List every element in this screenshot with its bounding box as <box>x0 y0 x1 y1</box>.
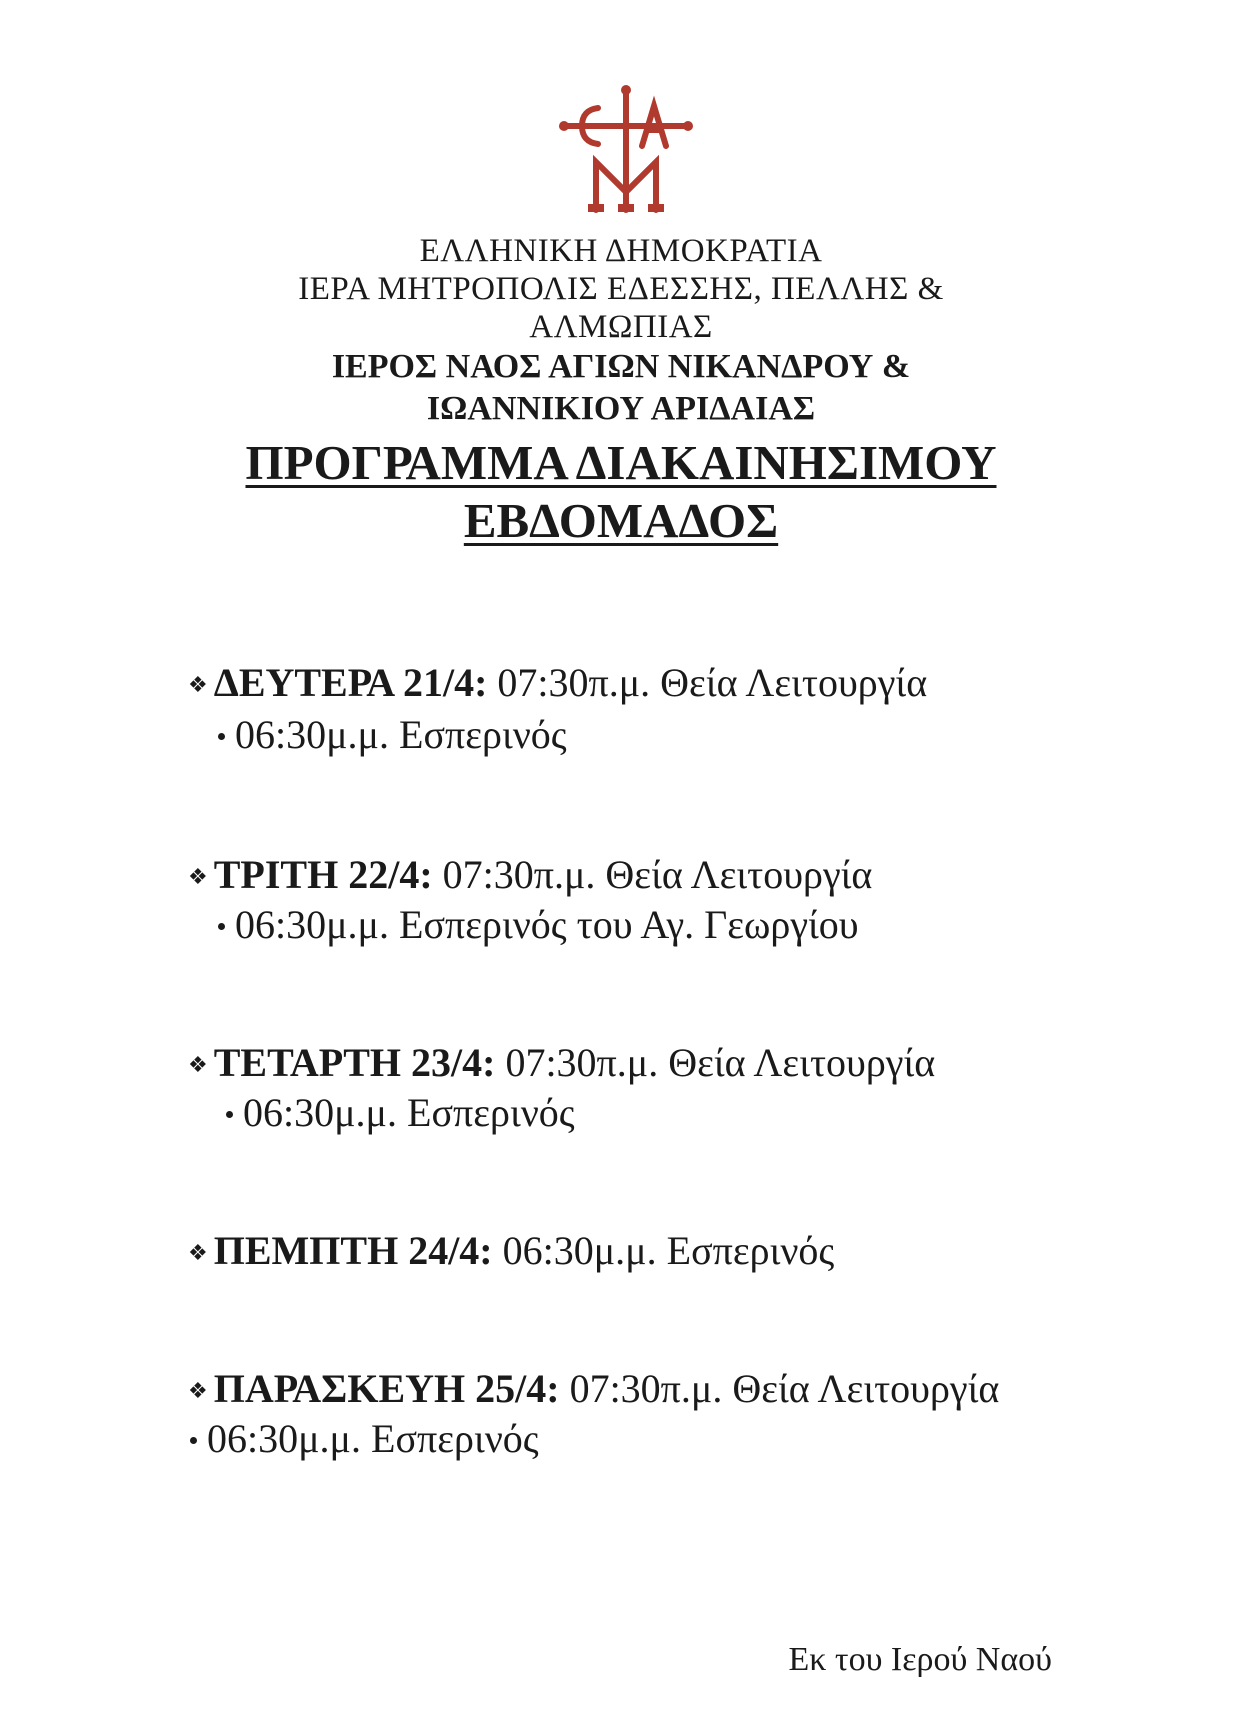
service-time: 07:30π.μ. Θεία Λειτουργία <box>442 852 873 897</box>
diamond-bullet-icon: ❖ <box>188 1377 208 1403</box>
diamond-bullet-icon: ❖ <box>188 863 208 889</box>
service-time: 06:30μ.μ. Εσπερινός <box>243 1090 575 1135</box>
dot-bullet-icon <box>190 1437 197 1444</box>
service-time: 07:30π.μ. Θεία Λειτουργία <box>569 1366 1000 1411</box>
day-label: ΤΡΙΤΗ 22/4: <box>213 852 433 897</box>
service-time: 07:30π.μ. Θεία Λειτουργία <box>505 1040 936 1085</box>
diamond-bullet-icon: ❖ <box>188 1051 208 1077</box>
service-time: 06:30μ.μ. Εσπερινός <box>502 1228 835 1273</box>
footer-signature: Εκ του Ιερού Ναού <box>788 1641 1052 1678</box>
header-church-cont: ΙΩΑΝΝΙΚΙΟΥ ΑΡΙΔΑΙΑΣ <box>426 390 816 427</box>
dot-bullet-icon <box>226 1111 233 1118</box>
diamond-bullet-icon: ❖ <box>188 671 208 697</box>
day-label: ΔΕΥΤΕΡΑ 21/4: <box>213 660 488 705</box>
diamond-bullet-icon: ❖ <box>188 1239 208 1265</box>
header-country: ΕΛΛΗΝΙΚΗ ΔΗΜΟΚΡΑΤΙΑ <box>419 233 823 269</box>
service-time: 06:30μ.μ. Εσπερινός <box>235 712 567 757</box>
header-metropolis-cont: ΑΛΜΩΠΙΑΣ <box>529 309 713 345</box>
document-header <box>0 232 1242 550</box>
header-church: ΙΕΡΟΣ ΝΑΟΣ ΑΓΙΩΝ ΝΙΚΑΝΔΡΟΥ & <box>331 348 911 385</box>
cross-monogram-icon <box>556 84 696 216</box>
dot-bullet-icon <box>218 733 225 740</box>
day-label: ΠΑΡΑΣΚΕΥΗ 25/4: <box>213 1366 560 1411</box>
dot-bullet-icon <box>218 923 225 930</box>
day-label: ΠΕΜΠΤΗ 24/4: <box>213 1228 493 1273</box>
service-time: 06:30μ.μ. Εσπερινός του Αγ. Γεωργίου <box>235 902 859 947</box>
service-time: 07:30π.μ. Θεία Λειτουργία <box>497 660 928 705</box>
service-time: 06:30μ.μ. Εσπερινός <box>207 1416 539 1461</box>
header-metropolis: ΙΕΡΑ ΜΗΤΡΟΠΟΛΙΣ ΕΔΕΣΣΗΣ, ΠΕΛΛΗΣ & <box>298 271 944 307</box>
day-label: ΤΕΤΑΡΤΗ 23/4: <box>213 1040 496 1085</box>
page-title: ΠΡΟΓΡΑΜΜΑ ΔΙΑΚΑΙΝΗΣΙΜΟΥ <box>245 435 997 490</box>
page-title-cont: ΕΒΔΟΜΑΔΟΣ <box>463 493 779 548</box>
